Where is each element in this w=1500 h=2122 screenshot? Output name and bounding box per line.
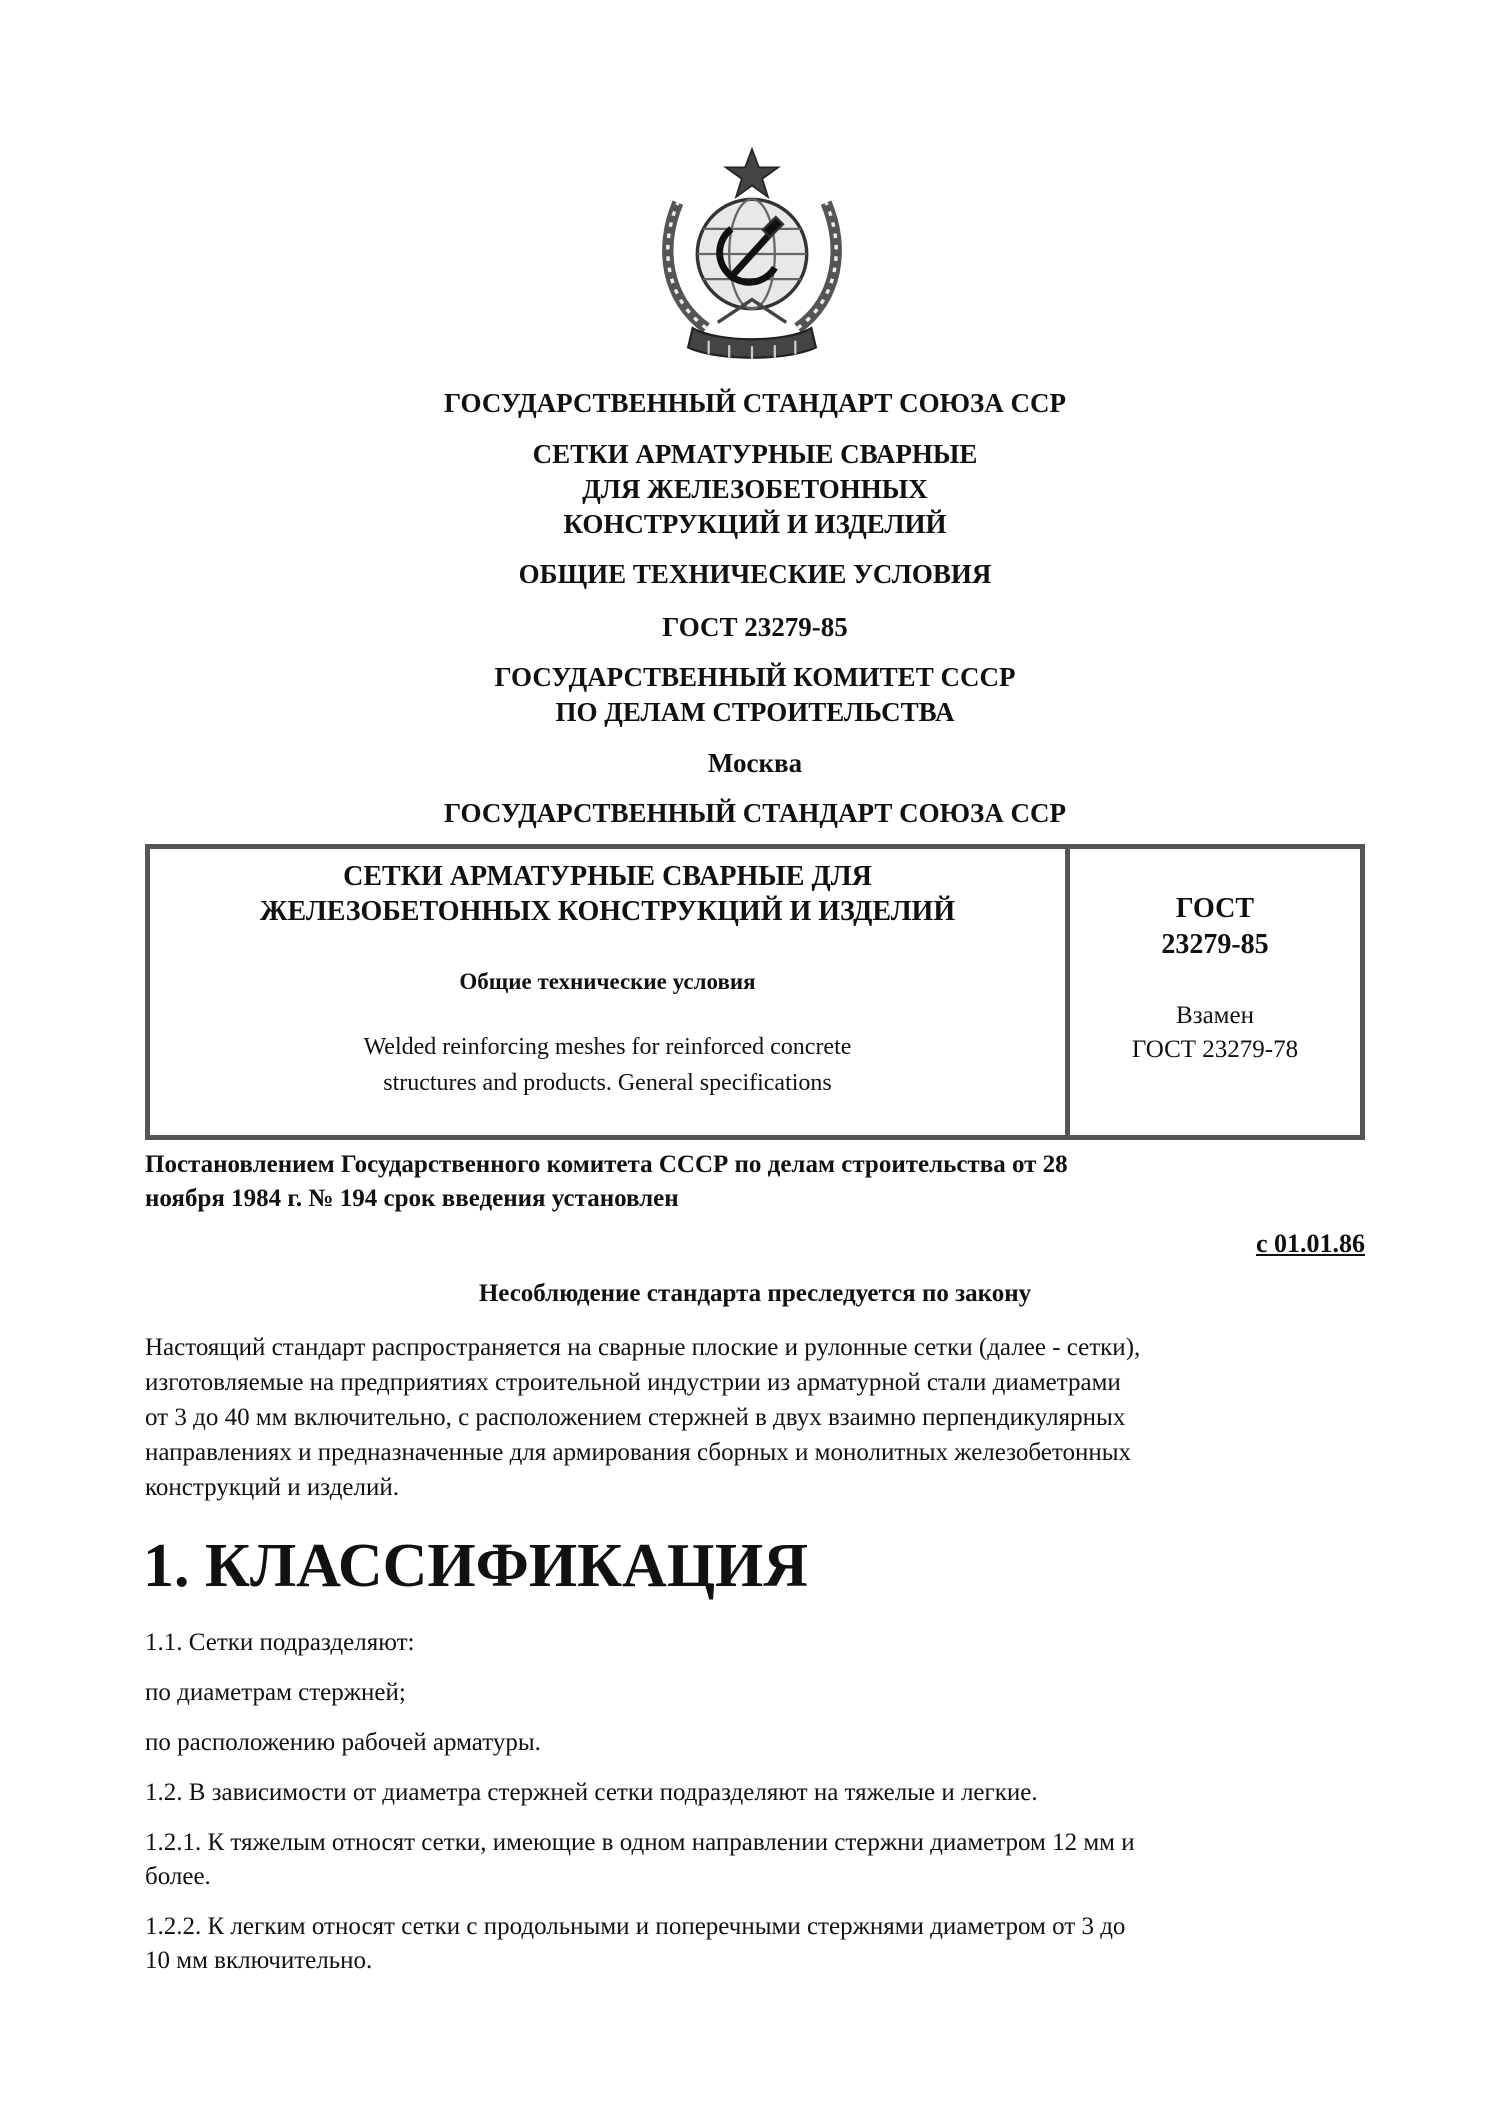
document-title-line-2: ДЛЯ ЖЕЛЕЗОБЕТОННЫХ	[582, 474, 928, 504]
gost-box-english-line-1: Welded reinforcing meshes for reinforced concrete	[363, 1034, 852, 1060]
gost-box-replaces	[1070, 999, 1360, 1067]
clause-1-2: 1.2. В зависимости от диаметра стержней сетки подразделяют на тяжелые и легкие.	[145, 1779, 1038, 1806]
clause-by-diameter: по диаметрам стержней;	[145, 1679, 406, 1706]
gost-box-title	[180, 859, 1035, 929]
clause-by-location: по расположению рабочей арматуры.	[145, 1729, 541, 1756]
clause-1-2-1-line-2: более.	[145, 1863, 211, 1890]
gost-box-code	[1070, 891, 1360, 963]
gost-box-english-line-2: structures and products. General specifications	[383, 1070, 832, 1096]
section-1-heading: 1. КЛАССИФИКАЦИЯ	[143, 1532, 809, 1600]
clause-1-2-2-line-2: 10 мм включительно.	[145, 1947, 373, 1974]
intro-line-2: изготовляемые на предприятиях строительной индустрии из арматурной стали диаметрами	[145, 1369, 1121, 1396]
gost-code-heading: ГОСТ 23279-85	[662, 612, 848, 642]
intro-line-1: Настоящий стандарт распространяется на сварные плоские и рулонные сетки (далее - сетки),	[145, 1334, 1141, 1361]
clause-1-1: 1.1. Сетки подразделяют:	[145, 1629, 415, 1656]
committee-line-2: ПО ДЕЛАМ СТРОИТЕЛЬСТВА	[555, 697, 955, 727]
ussr-emblem-icon	[638, 140, 866, 368]
decree-text	[145, 1148, 1295, 1216]
gost-box-title-cell	[150, 849, 1070, 1135]
legal-warning: Несоблюдение стандарта преследуется по закону	[478, 1280, 1032, 1307]
gost-box-title-line-1: СЕТКИ АРМАТУРНЫЕ СВАРНЫЕ ДЛЯ	[343, 861, 872, 892]
gost-box-replaces-line-2: ГОСТ 23279-78	[1131, 1036, 1299, 1063]
document-title-line-1: СЕТКИ АРМАТУРНЫЕ СВАРНЫЕ	[532, 439, 978, 469]
gost-box-subtitle: Общие технические условия	[459, 969, 756, 994]
document-subtitle: ОБЩИЕ ТЕХНИЧЕСКИЕ УСЛОВИЯ	[518, 559, 992, 589]
intro-line-5: конструкций и изделий.	[145, 1474, 400, 1501]
committee-line-1: ГОСУДАРСТВЕННЫЙ КОМИТЕТ СССР	[494, 662, 1016, 692]
intro-paragraph	[145, 1330, 1375, 1505]
gost-box-code-cell	[1070, 849, 1360, 1135]
gost-box-code-line-1: ГОСТ	[1175, 893, 1255, 924]
intro-line-3: от 3 до 40 мм включительно, с расположением стержней в двух взаимно перпендикулярных	[145, 1404, 1126, 1431]
clause-1-2-1	[145, 1826, 1370, 1894]
gost-box-code-line-2: 23279-85	[1161, 929, 1269, 960]
standard-union-heading-repeat: ГОСУДАРСТВЕННЫЙ СТАНДАРТ СОЮЗА ССР	[444, 798, 1066, 828]
decree-line-1: Постановлением Государственного комитета СССР по делам строительства от 28	[145, 1151, 1068, 1178]
effective-date: с 01.01.86	[1255, 1229, 1365, 1258]
gost-box-replaces-line-1: Взамен	[1176, 1002, 1254, 1029]
document-title-line-3: КОНСТРУКЦИЙ И ИЗДЕЛИЙ	[563, 509, 947, 539]
standard-union-heading: ГОСУДАРСТВЕННЫЙ СТАНДАРТ СОЮЗА ССР	[444, 388, 1066, 418]
intro-line-4: направлениях и предназначенные для армирования сборных и монолитных железобетонных	[145, 1439, 1132, 1466]
decree-line-2: ноября 1984 г. № 194 срок введения установлен	[145, 1185, 679, 1212]
city-name: Москва	[707, 748, 803, 778]
gost-box-english-title	[210, 1029, 1005, 1101]
gost-title-box	[145, 844, 1365, 1140]
clause-1-2-2-line-1: 1.2.2. К легким относят сетки с продольными и поперечными стержнями диаметром от 3 до	[145, 1913, 1126, 1940]
gost-box-title-line-2: ЖЕЛЕЗОБЕТОННЫХ КОНСТРУКЦИЙ И ИЗДЕЛИЙ	[259, 896, 956, 927]
clause-1-2-2	[145, 1910, 1370, 1978]
clause-1-2-1-line-1: 1.2.1. К тяжелым относят сетки, имеющие в одном направлении стержни диаметром 12 мм и	[145, 1829, 1135, 1856]
